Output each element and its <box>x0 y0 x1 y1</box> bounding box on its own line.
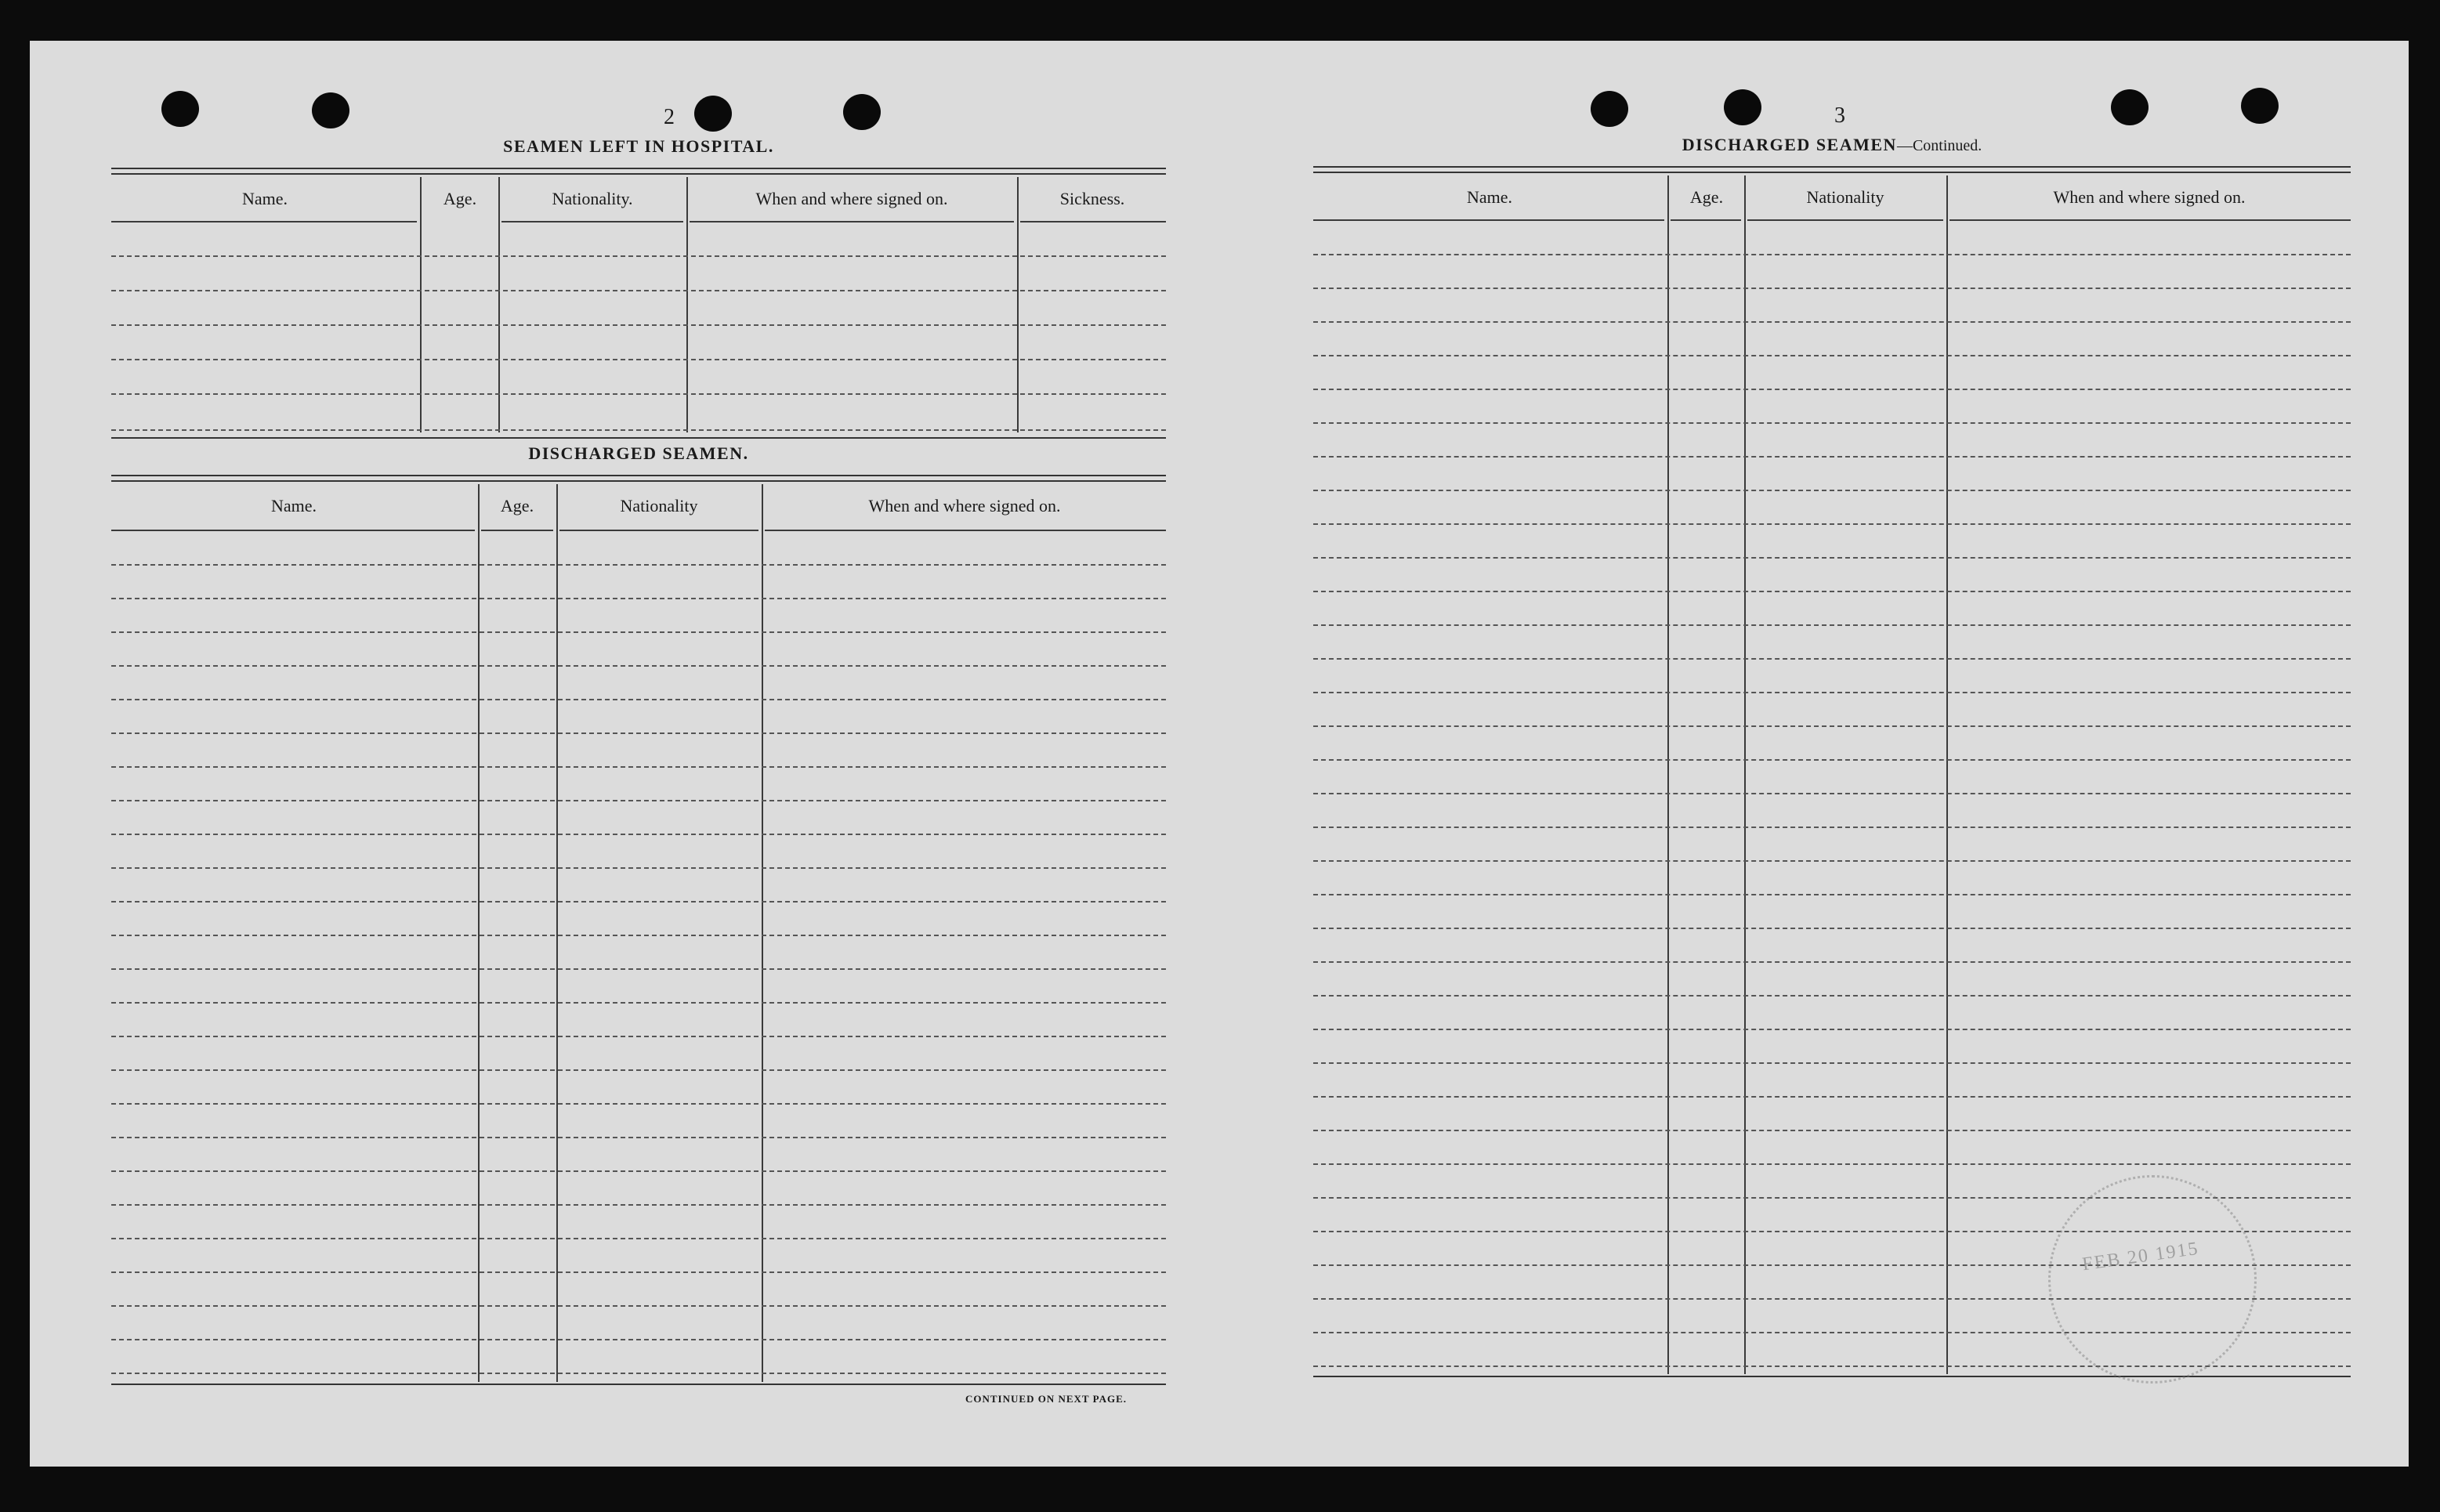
double-rule <box>111 168 1166 175</box>
header-underline <box>1949 219 2351 221</box>
table-row <box>111 732 1166 734</box>
right-title-suffix: —Continued. <box>1896 137 1982 154</box>
table-row <box>111 867 1166 869</box>
table-row <box>1313 995 2351 997</box>
column-header-name: Name. <box>1466 187 1513 207</box>
column-header-signed-on: When and where signed on. <box>2053 187 2246 207</box>
table-row <box>111 1238 1166 1239</box>
table-row <box>111 935 1166 936</box>
table-row <box>1313 759 2351 761</box>
table-row <box>1313 658 2351 660</box>
table-row <box>1313 254 2351 255</box>
table-row <box>1313 692 2351 693</box>
header-underline <box>1020 221 1166 222</box>
table-row <box>111 1137 1166 1138</box>
form-sheet <box>30 41 2409 1467</box>
column-header-nationality: Nationality <box>620 496 698 515</box>
column-divider <box>556 484 558 1382</box>
table-row <box>1313 1096 2351 1098</box>
table-row <box>111 665 1166 667</box>
discharged-section-title: DISCHARGED SEAMEN. <box>528 443 749 463</box>
header-underline <box>559 530 758 531</box>
table-row <box>111 800 1166 801</box>
left-page <box>111 41 1166 1467</box>
table-row <box>1313 1163 2351 1165</box>
stamp-date: FEB 20 1915 <box>2080 1238 2201 1275</box>
table-row <box>111 1204 1166 1206</box>
double-rule <box>1313 166 2351 173</box>
table-row <box>111 699 1166 700</box>
table-row <box>111 324 1166 326</box>
table-row <box>1313 793 2351 794</box>
table-row <box>111 1036 1166 1037</box>
table-row <box>111 1069 1166 1071</box>
table-row <box>1313 355 2351 356</box>
table-row <box>111 1170 1166 1172</box>
table-row <box>1313 422 2351 424</box>
table-row <box>111 766 1166 768</box>
table-row <box>1313 490 2351 491</box>
header-underline <box>111 530 475 531</box>
table-bottom-rule <box>111 437 1166 439</box>
column-header-nationality: Nationality. <box>552 189 633 208</box>
table-row <box>1313 389 2351 390</box>
continued-note: CONTINUED ON NEXT PAGE. <box>965 1393 1127 1405</box>
column-header-age: Age. <box>1689 187 1724 207</box>
table-row <box>1313 928 2351 929</box>
header-underline <box>1747 219 1943 221</box>
table-row <box>1313 961 2351 963</box>
table-row <box>111 1373 1166 1374</box>
column-divider <box>762 484 763 1382</box>
hospital-section-title: SEAMEN LEFT IN HOSPITAL. <box>503 136 774 156</box>
header-underline <box>1313 219 1664 221</box>
table-row <box>1313 894 2351 895</box>
column-header-signed-on: When and where signed on. <box>755 189 948 208</box>
header-underline <box>111 221 417 222</box>
table-row <box>1313 523 2351 525</box>
table-row <box>1313 624 2351 626</box>
table-bottom-rule <box>111 1384 1166 1385</box>
table-row <box>1313 1130 2351 1131</box>
double-rule <box>111 475 1166 482</box>
table-row <box>111 901 1166 902</box>
table-row <box>1313 321 2351 323</box>
header-underline <box>690 221 1014 222</box>
page-number: 2 <box>664 105 675 129</box>
table-row <box>111 393 1166 395</box>
table-row <box>1313 557 2351 559</box>
header-underline <box>501 221 683 222</box>
header-underline <box>765 530 1166 531</box>
table-row <box>1313 591 2351 592</box>
table-row <box>111 359 1166 360</box>
header-underline <box>481 530 553 531</box>
column-header-age: Age. <box>500 496 534 515</box>
table-row <box>1313 827 2351 828</box>
table-row <box>111 1103 1166 1105</box>
header-underline <box>1671 219 1741 221</box>
table-bottom-rule <box>1313 1376 2351 1377</box>
table-row <box>111 1339 1166 1340</box>
table-row <box>111 255 1166 257</box>
column-header-age: Age. <box>443 189 477 208</box>
table-row <box>111 631 1166 633</box>
column-header-nationality: Nationality <box>1806 187 1884 207</box>
right-page <box>1313 41 2351 1467</box>
table-row <box>1313 860 2351 862</box>
table-row <box>111 429 1166 431</box>
column-header-sickness: Sickness. <box>1059 189 1125 208</box>
table-row <box>1313 1062 2351 1064</box>
table-row <box>1313 456 2351 458</box>
hospital-table <box>111 177 1166 475</box>
right-section-title <box>1313 135 2351 155</box>
table-row <box>111 968 1166 970</box>
table-row <box>111 598 1166 599</box>
postmark-stamp <box>2048 1175 2257 1384</box>
column-divider <box>478 484 480 1382</box>
table-row <box>111 564 1166 566</box>
discharged-table <box>111 484 1166 1432</box>
page-number: 3 <box>1834 103 1845 128</box>
table-row <box>111 1271 1166 1273</box>
column-header-name: Name. <box>270 496 317 515</box>
column-header-name: Name. <box>241 189 288 208</box>
table-row <box>111 834 1166 835</box>
table-row <box>1313 288 2351 289</box>
table-row <box>111 1002 1166 1004</box>
column-header-signed-on: When and where signed on. <box>868 496 1061 515</box>
table-row <box>1313 725 2351 727</box>
table-row <box>1313 1029 2351 1030</box>
table-row <box>111 1305 1166 1307</box>
right-title-main: DISCHARGED SEAMEN <box>1682 135 1897 154</box>
table-row <box>111 290 1166 291</box>
